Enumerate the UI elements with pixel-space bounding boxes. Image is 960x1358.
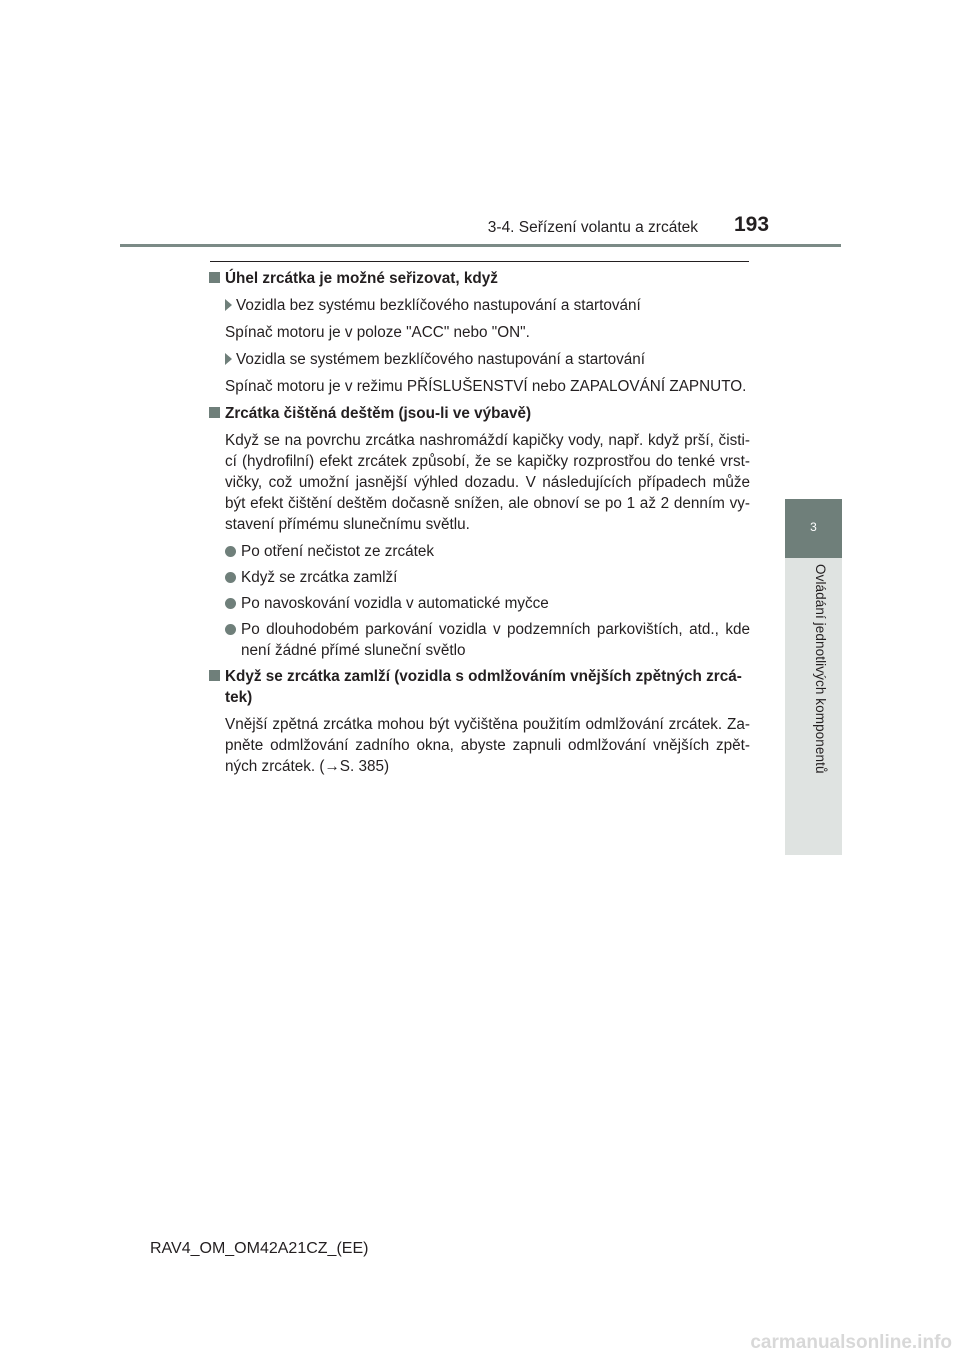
round-bullet-icon <box>225 572 236 583</box>
sub-heading <box>209 349 750 370</box>
triangle-bullet-icon <box>225 353 232 365</box>
paragraph: Spínač motoru je v poloze "ACC" nebo "ON". <box>225 324 530 341</box>
document-code: RAV4_OM_OM42A21CZ_(EE) <box>150 1240 369 1257</box>
section-mirror-angle <box>209 268 750 397</box>
sub-heading-text: Vozidla bez systému bezklíčového nastupování a startování <box>236 297 641 314</box>
chapter-number: 3 <box>810 520 817 534</box>
square-bullet-icon <box>209 407 220 418</box>
sub-heading-text: Vozidla se systémem bezklíčového nastupování a startování <box>236 351 645 368</box>
chapter-tab[interactable] <box>785 499 842 558</box>
section-title: 3-4. Seřízení volantu a zrcátek <box>487 219 698 236</box>
round-bullet-icon <box>225 624 236 635</box>
page-content <box>209 268 750 783</box>
page-number: 193 <box>734 213 770 236</box>
section-heading <box>209 403 750 424</box>
paragraph: Spínač motoru je v režimu PŘÍSLUŠENSTVÍ nebo ZAPALOVÁNÍ ZAPNUTO. <box>225 378 747 395</box>
section-heading-text: Úhel zrcátka je možné seřizovat, když <box>225 270 498 287</box>
triangle-bullet-icon <box>225 299 232 311</box>
round-bullet-icon <box>225 598 236 609</box>
content-top-rule <box>210 261 749 262</box>
section-heading <box>209 268 750 289</box>
section-rain-mirrors <box>209 403 750 661</box>
section-heading-text: Když se zrcátka zamlží (vozidla s odmlžováním vnějších zpětných zrcá-tek) <box>225 668 742 706</box>
list-item-text: Když se zrcátka zamlží <box>241 569 398 586</box>
section-heading <box>209 666 750 708</box>
page-header <box>0 0 960 250</box>
list-item <box>209 567 750 588</box>
list-item <box>209 541 750 562</box>
watermark <box>750 1328 960 1358</box>
round-bullet-icon <box>225 546 236 557</box>
paragraph: Vnější zpětná zrcátka mohou být vyčištěna použitím odmlžování zrcátek. Za-pněte odmlžování zadního okna, abyste zapnuli odmlžování vnějších zpět-ných zrcátek. (→S. 385) <box>225 716 750 775</box>
section-fogged-mirrors <box>209 666 750 777</box>
chapter-title: Ovládání jednotlivých komponentů <box>813 564 828 774</box>
list-item <box>209 619 750 661</box>
section-heading-text: Zrcátka čištěná deštěm (jsou-li ve výbavě) <box>225 405 532 422</box>
watermark-text: carmanualsonline.info <box>750 1332 952 1353</box>
list-item-text: Po dlouhodobém parkování vozidla v podzemních parkovištích, atd., kde není žádné přímé sluneční světlo <box>241 621 750 659</box>
paragraph: Když se na povrchu zrcátka nashromáždí kapičky vody, např. když prší, čisti-cí (hydrofilní) efekt zrcátek způsobí, že se kapičky rozprostřou do tenké vrst-vičky, což umožní jasnější výhled dozadu. V následujících případech může být efekt čištění deštěm dočasně snížen, ale obnoví se po 1 až 2 denním vy-stavení přímému slunečnímu světlu. <box>225 432 750 533</box>
square-bullet-icon <box>209 272 220 283</box>
sub-heading <box>209 295 750 316</box>
header-rule <box>120 244 841 247</box>
square-bullet-icon <box>209 670 220 681</box>
list-item-text: Po otření nečistot ze zrcátek <box>241 543 435 560</box>
list-item-text: Po navoskování vozidla v automatické myčce <box>241 595 549 612</box>
list-item <box>209 593 750 614</box>
